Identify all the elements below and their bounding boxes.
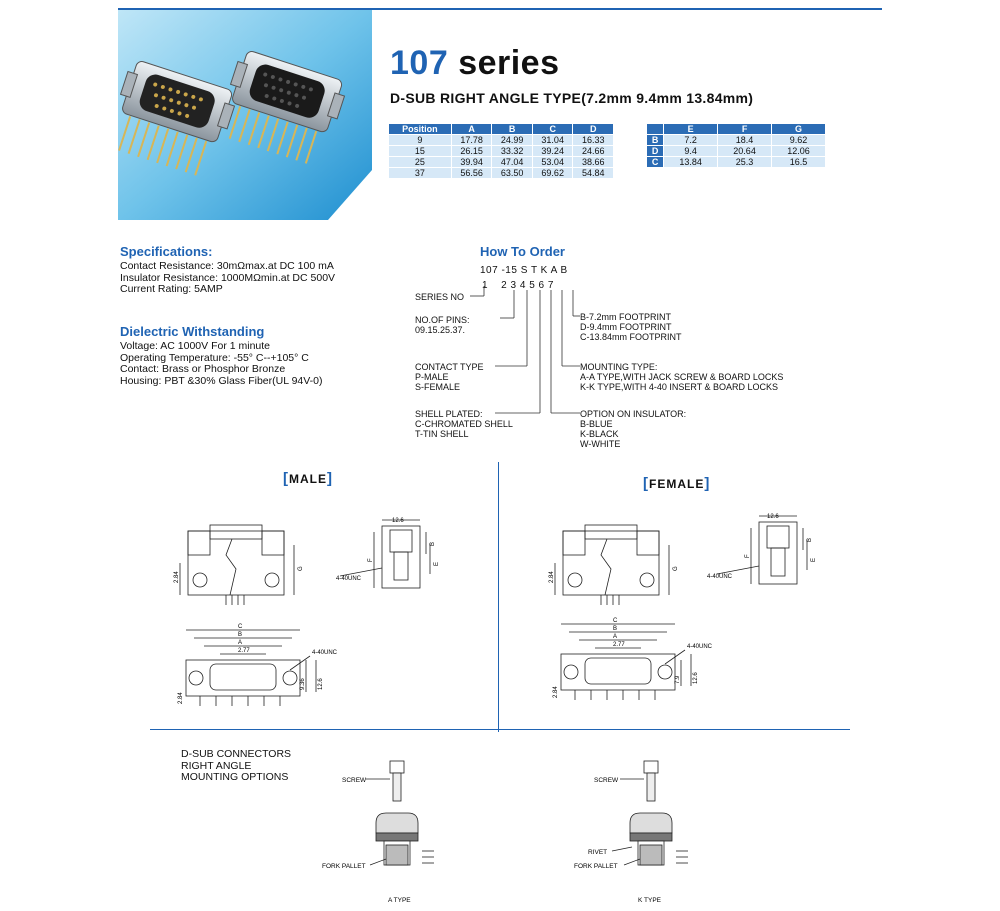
order-mounting-a: A-A TYPE,WITH JACK SCREW & BOARD LOCKS — [580, 372, 784, 382]
k-type-label: K TYPE — [638, 897, 662, 904]
dim-a: A — [238, 640, 243, 646]
table-cell: 26.15 — [451, 146, 492, 157]
dim-12-6-f: 12.6 — [767, 514, 779, 520]
table-row — [389, 135, 614, 146]
table-header-cell — [647, 124, 664, 135]
table-row — [389, 157, 614, 168]
order-footprint-c: C-13.84mm FOOTPRINT — [580, 332, 682, 342]
dim-12-6-b: 12.6 — [318, 678, 324, 690]
fork-pallet-label-k: FORK PALLET — [574, 863, 618, 870]
order-shell-title: SHELL PLATED: — [415, 409, 483, 419]
male-bottom-drawing — [170, 620, 350, 712]
male-heading: [MALE] — [283, 470, 333, 487]
order-contact-type — [415, 362, 484, 392]
dielectric-line: Contact: Brass or Phosphor Bronze — [120, 363, 286, 375]
order-shell-chrome: C-CHROMATED SHELL — [415, 419, 513, 429]
how-to-order-heading: How To Order — [480, 244, 565, 259]
table-cell: 37 — [389, 168, 452, 179]
order-option-white: W-WHITE — [580, 439, 621, 449]
order-code: 107 -15 S T K A B — [480, 265, 568, 276]
table-header-cell: G — [772, 124, 826, 135]
male-profile-drawing — [330, 514, 440, 594]
dim-2-84-fb: 2.84 — [553, 686, 559, 698]
dim-12-6: 12.6 — [392, 518, 404, 524]
spec-line: Contact Resistance: 30mΩmax.at DC 100 mA — [120, 260, 334, 272]
dim-2-84-b: 2.84 — [178, 692, 184, 704]
order-shell-plated — [415, 409, 513, 439]
dielectric-list — [120, 341, 323, 387]
table-cell: C — [647, 157, 664, 168]
table-cell: 24.99 — [492, 135, 533, 146]
table-cell: 9.4 — [664, 146, 718, 157]
dim-7-9: 7.9 — [675, 675, 681, 684]
dim-f: F — [368, 558, 374, 562]
order-contact-male: P-MALE — [415, 372, 449, 382]
table-cell: 17.78 — [451, 135, 492, 146]
series-subtitle: D-SUB RIGHT ANGLE TYPE(7.2mm 9.4mm 13.84mm) — [390, 90, 754, 106]
table-row — [647, 157, 826, 168]
table-cell: 13.84 — [664, 157, 718, 168]
table-cell: 69.62 — [532, 168, 573, 179]
dimension-table-footprint — [646, 123, 826, 168]
screw-label-k: SCREW — [594, 777, 619, 784]
specifications-heading: Specifications: — [120, 244, 213, 259]
dim-12-6-fb: 12.6 — [693, 672, 699, 684]
table-cell: 9.62 — [772, 135, 826, 146]
dim-e: E — [434, 561, 440, 566]
dim-a-f: A — [613, 634, 618, 640]
dim-unc-f2: 4-40UNC — [687, 644, 713, 650]
dim-unc: 4-40UNC — [336, 576, 362, 582]
male-label: MALE — [289, 472, 327, 486]
table-cell: 39.24 — [532, 146, 573, 157]
dim-c-f: C — [613, 618, 618, 624]
table-cell: 12.06 — [772, 146, 826, 157]
mounting-title-line: MOUNTING OPTIONS — [181, 771, 289, 783]
table-cell: 25 — [389, 157, 452, 168]
a-type-label: A TYPE — [388, 897, 411, 904]
order-mounting-k: K-K TYPE,WITH 4-40 INSERT & BOARD LOCKS — [580, 382, 779, 392]
table-row — [647, 135, 826, 146]
section-divider-horizontal — [150, 729, 850, 730]
specifications-list — [120, 261, 335, 296]
order-option-black: K-BLACK — [580, 429, 619, 439]
dielectric-line: Voltage: AC 1000V For 1 minute — [120, 340, 271, 352]
dim-2-84: 2.84 — [174, 571, 180, 583]
spec-line: Current Rating: 5AMP — [120, 283, 223, 295]
table-cell: 63.50 — [492, 168, 533, 179]
table-header-cell: F — [718, 124, 772, 135]
female-label: FEMALE — [649, 477, 705, 491]
fork-pallet-label: FORK PALLET — [322, 863, 366, 870]
table-row — [389, 146, 614, 157]
table-cell: 33.32 — [492, 146, 533, 157]
table-cell: 25.3 — [718, 157, 772, 168]
spec-line: Insulator Resistance: 1000MΩmin.at DC 500V — [120, 271, 336, 284]
dim-e-f: E — [811, 557, 817, 562]
dimension-table-position — [388, 123, 614, 179]
table-cell: 54.84 — [573, 168, 614, 179]
table-row — [389, 168, 614, 179]
dim-g: G — [298, 566, 304, 571]
series-title — [390, 44, 560, 83]
table-cell: 16.33 — [573, 135, 614, 146]
section-divider-vertical — [498, 462, 499, 732]
series-number: 107 — [390, 44, 449, 82]
table-row — [647, 146, 826, 157]
table-cell: 18.4 — [718, 135, 772, 146]
dim-2-77-f: 2.77 — [613, 642, 625, 648]
order-footprint-b: B-7.2mm FOOTPRINT — [580, 312, 672, 322]
order-shell-tin: T-TIN SHELL — [415, 429, 469, 439]
table-cell: B — [647, 135, 664, 146]
mounting-title — [181, 749, 291, 784]
dim-2-84-f: 2.84 — [549, 571, 555, 583]
rivet-label: RIVET — [588, 849, 608, 856]
order-pins-title: NO.OF PINS: — [415, 315, 470, 325]
order-pins — [415, 315, 470, 335]
order-pins-values: 09.15.25.37. — [415, 325, 466, 335]
mounting-title-line: RIGHT ANGLE — [181, 759, 252, 772]
female-bottom-drawing — [545, 614, 725, 706]
table-cell: 31.04 — [532, 135, 573, 146]
table-header-cell: B — [492, 124, 533, 135]
table-cell: 15 — [389, 146, 452, 157]
table-cell: 47.04 — [492, 157, 533, 168]
dim-b2: B — [238, 632, 243, 638]
dim-b: B — [430, 541, 436, 546]
dim-c: C — [238, 624, 243, 630]
order-option — [580, 409, 686, 449]
dielectric-line: Operating Temperature: -55° C--+105° C — [120, 351, 309, 364]
mounting-title-line: D-SUB CONNECTORS — [181, 748, 292, 760]
dim-unc-f: 4-40UNC — [707, 574, 733, 580]
dim-unc-2: 4-40UNC — [312, 650, 338, 656]
dim-9-36: 9.36 — [300, 678, 306, 690]
table-header-cell: Position — [389, 124, 452, 135]
female-side-drawing — [545, 525, 685, 610]
table-cell: 56.56 — [451, 168, 492, 179]
order-mounting-type — [580, 362, 783, 392]
order-option-title: OPTION ON INSULATOR: — [580, 409, 687, 419]
female-heading: [FEMALE] — [643, 475, 711, 492]
table-header-cell: C — [532, 124, 573, 135]
male-side-drawing — [170, 525, 310, 610]
order-indices: 1 2 3 4 5 6 7 — [482, 280, 554, 291]
order-mounting-title: MOUNTING TYPE: — [580, 362, 658, 372]
table-cell: 24.66 — [573, 146, 614, 157]
dim-f-f: F — [745, 554, 751, 558]
table-cell: 9 — [389, 135, 452, 146]
table-cell: 39.94 — [451, 157, 492, 168]
series-word: series — [458, 44, 560, 82]
table-cell: 16.5 — [772, 157, 826, 168]
order-footprint-d: D-9.4mm FOOTPRINT — [580, 322, 672, 332]
dielectric-line: Housing: PBT &30% Glass Fiber(UL 94V-0) — [120, 374, 323, 387]
table-cell: 38.66 — [573, 157, 614, 168]
k-type-drawing — [574, 755, 710, 905]
table-header-cell: E — [664, 124, 718, 135]
order-footprint — [580, 312, 682, 342]
product-photo — [118, 10, 372, 220]
a-type-drawing — [322, 755, 450, 905]
dim-b-f: B — [807, 537, 813, 542]
table-cell: 53.04 — [532, 157, 573, 168]
dim-g-f: G — [673, 566, 679, 571]
order-series-no: SERIES NO — [415, 292, 465, 302]
dim-2-77: 2.77 — [238, 648, 250, 654]
table-cell: 20.64 — [718, 146, 772, 157]
dim-b2-f: B — [613, 626, 618, 632]
dielectric-heading: Dielectric Withstanding — [120, 324, 265, 339]
female-profile-drawing — [705, 510, 820, 594]
table-cell: 7.2 — [664, 135, 718, 146]
table-cell: D — [647, 146, 664, 157]
order-contact-female: S-FEMALE — [415, 382, 461, 392]
table-header-cell: D — [573, 124, 614, 135]
screw-label: SCREW — [342, 777, 367, 784]
order-contact-title: CONTACT TYPE — [415, 362, 484, 372]
table-header-cell: A — [451, 124, 492, 135]
order-option-blue: B-BLUE — [580, 419, 613, 429]
